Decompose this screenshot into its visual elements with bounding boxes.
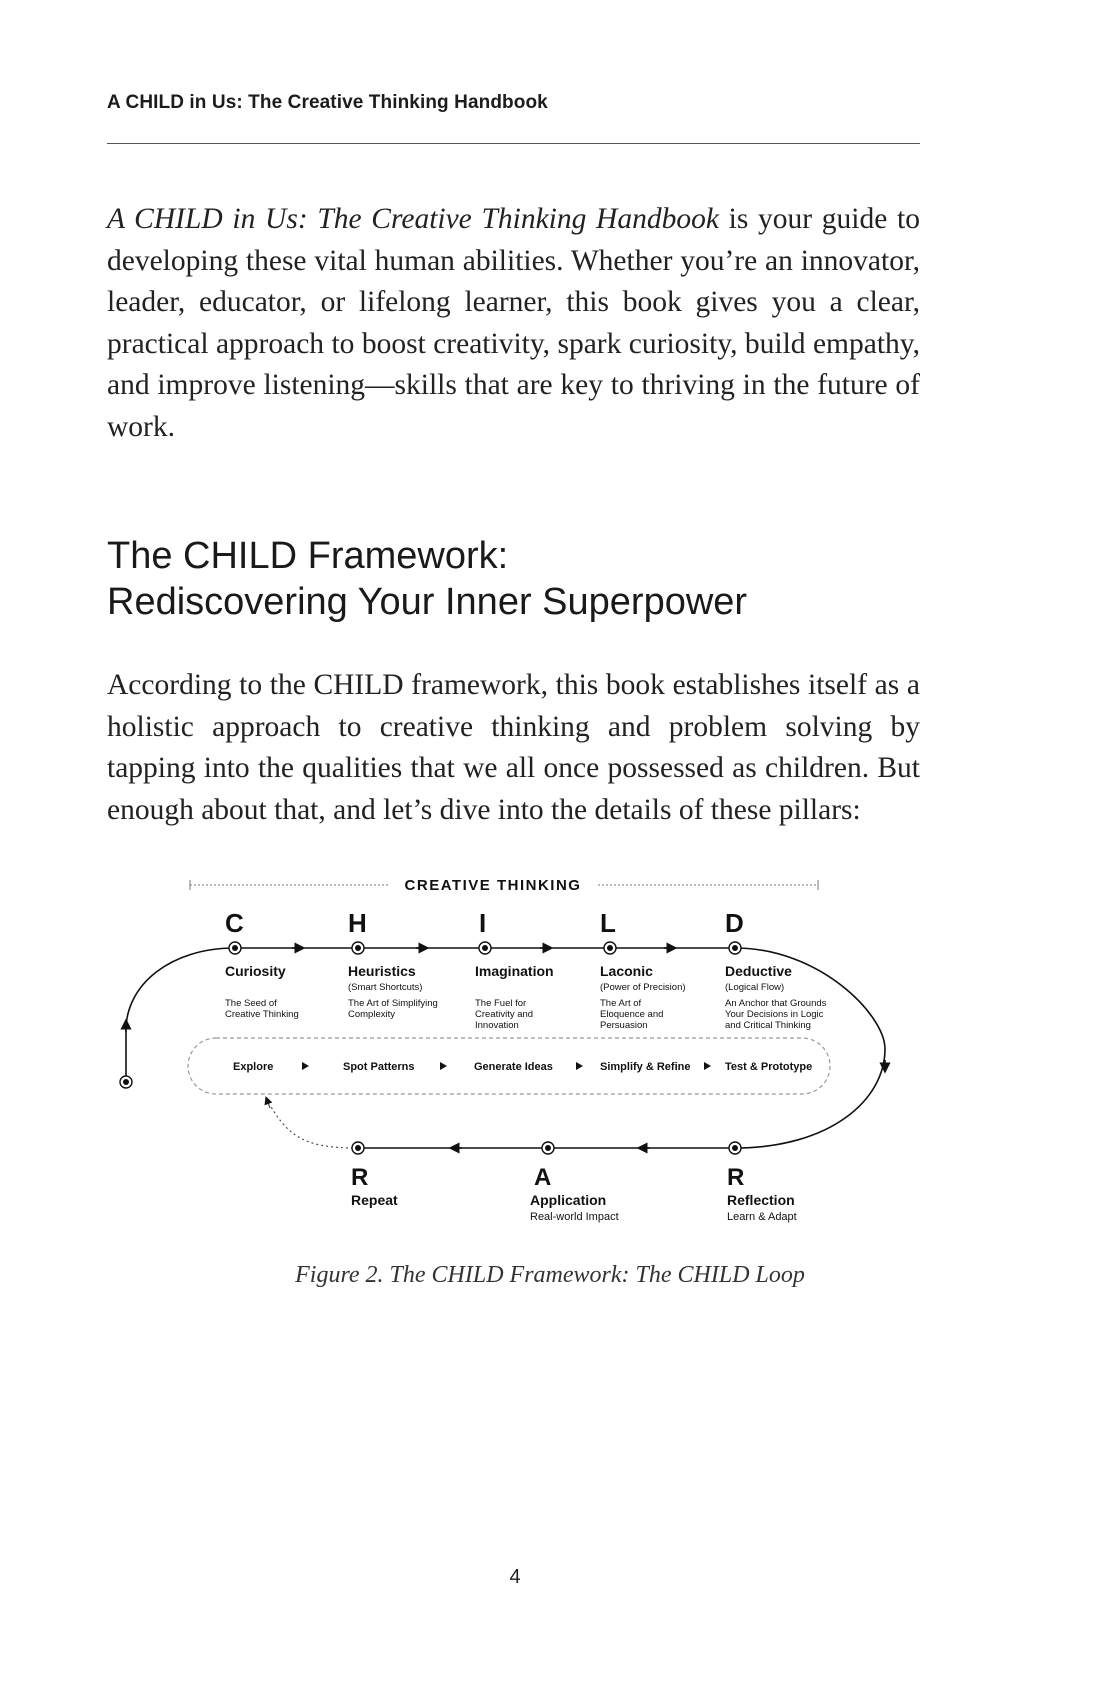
pillar-name-deductive: Deductive [725,963,792,979]
node-repeat [352,1142,364,1154]
loop-name-reflection: Reflection [727,1192,795,1208]
loop-return-dotted [270,1105,358,1148]
heading-line-1: The CHILD Framework: [107,535,509,577]
intro-text: is your guide to developing these vital human abilities. Whether you’re an innovator, leader, educator, or lifelong learner, this book gives you a clear, practical approach to boost creativity, spark curiosity, build empathy, and improve listening—skills that are key to thriving in the future of work. [107,203,920,443]
node-curiosity [229,942,241,954]
banner-label: CREATIVE THINKING [404,877,582,894]
pillar-subtitle-deductive: (Logical Flow) [725,982,785,993]
step-simplify-refine: Simplify & Refine [600,1061,691,1073]
step-generate-ideas: Generate Ideas [474,1061,553,1073]
pillar-subtitle-laconic: (Power of Precision) [600,982,686,993]
step-arrow-1 [302,1062,309,1070]
loop-left-curve [126,948,235,1076]
pillar-desc-laconic-2: Eloquence and [600,1009,664,1020]
node-heuristics [352,942,364,954]
loop-name-application: Application [530,1192,607,1208]
loop-start-node [120,1076,132,1088]
book-title-italic: A CHILD in Us: The Creative Thinking Handbook [107,203,719,235]
pillar-desc-heuristics-2: Complexity [348,1009,395,1020]
section-body-paragraph: According to the CHILD framework, this book establishes itself as a holistic approach to creative thinking and problem solving by tapping into the qualities that we all once possessed as children. But enough about that, and let’s dive into the details of these pillars: [107,669,920,826]
section-heading [107,533,747,625]
node-laconic [604,942,616,954]
figure-caption: Figure 2. The CHILD Framework: The CHILD Loop [295,1262,805,1288]
step-arrow-3 [576,1062,583,1070]
loop-name-repeat: Repeat [351,1192,398,1208]
child-loop-diagram [0,860,1100,1260]
pillar-desc-imagination-2: Creativity and [475,1009,534,1020]
header-rule [107,143,920,144]
step-spot-patterns: Spot Patterns [343,1061,415,1073]
pillar-desc-deductive-3: and Critical Thinking [725,1020,811,1031]
node-deductive [729,942,741,954]
pillar-letter-h: H [348,908,367,938]
pillar-desc-deductive-2: Your Decisions in Logic [725,1009,824,1020]
pillar-name-laconic: Laconic [600,963,653,979]
pillar-desc-laconic-1: The Art of [600,998,642,1009]
step-explore: Explore [233,1061,274,1073]
pillar-desc-imagination-3: Innovation [475,1020,519,1031]
step-arrow-2 [440,1062,447,1070]
pillar-name-imagination: Imagination [475,963,554,979]
pillar-desc-curiosity-1: The Seed of [225,998,277,1009]
pillar-letter-d: D [725,908,744,938]
pillar-desc-imagination-1: The Fuel for [475,998,527,1009]
pillar-name-curiosity: Curiosity [225,963,286,979]
pillar-name-heuristics: Heuristics [348,963,416,979]
pillar-letter-l: L [600,908,616,938]
loop-letter-reflection: R [727,1164,745,1191]
loop-subtitle-reflection: Learn & Adapt [727,1211,797,1223]
pillar-subtitle-heuristics: (Smart Shortcuts) [348,982,423,993]
pillar-desc-deductive-1: An Anchor that Grounds [725,998,827,1009]
pillar-desc-curiosity-2: Creative Thinking [225,1009,299,1020]
heading-line-2: Rediscovering Your Inner Superpower [107,581,748,623]
node-imagination [479,942,491,954]
loop-subtitle-application: Real-world Impact [530,1211,619,1223]
step-arrow-4 [704,1062,711,1070]
node-application [542,1142,554,1154]
pillar-desc-laconic-3: Persuasion [600,1020,648,1031]
arrow-dotted-up [267,1100,270,1108]
step-test-prototype: Test & Prototype [725,1061,813,1073]
node-reflection [729,1142,741,1154]
loop-letter-application: A [534,1164,552,1191]
pillar-desc-heuristics-1: The Art of Simplifying [348,998,438,1009]
pillar-letter-i: I [479,908,487,938]
loop-letter-repeat: R [351,1164,369,1191]
intro-paragraph [107,199,920,448]
running-header: A CHILD in Us: The Creative Thinking Handbook [107,92,548,113]
page-number: 4 [509,1566,521,1588]
pillar-letter-c: C [225,908,244,938]
